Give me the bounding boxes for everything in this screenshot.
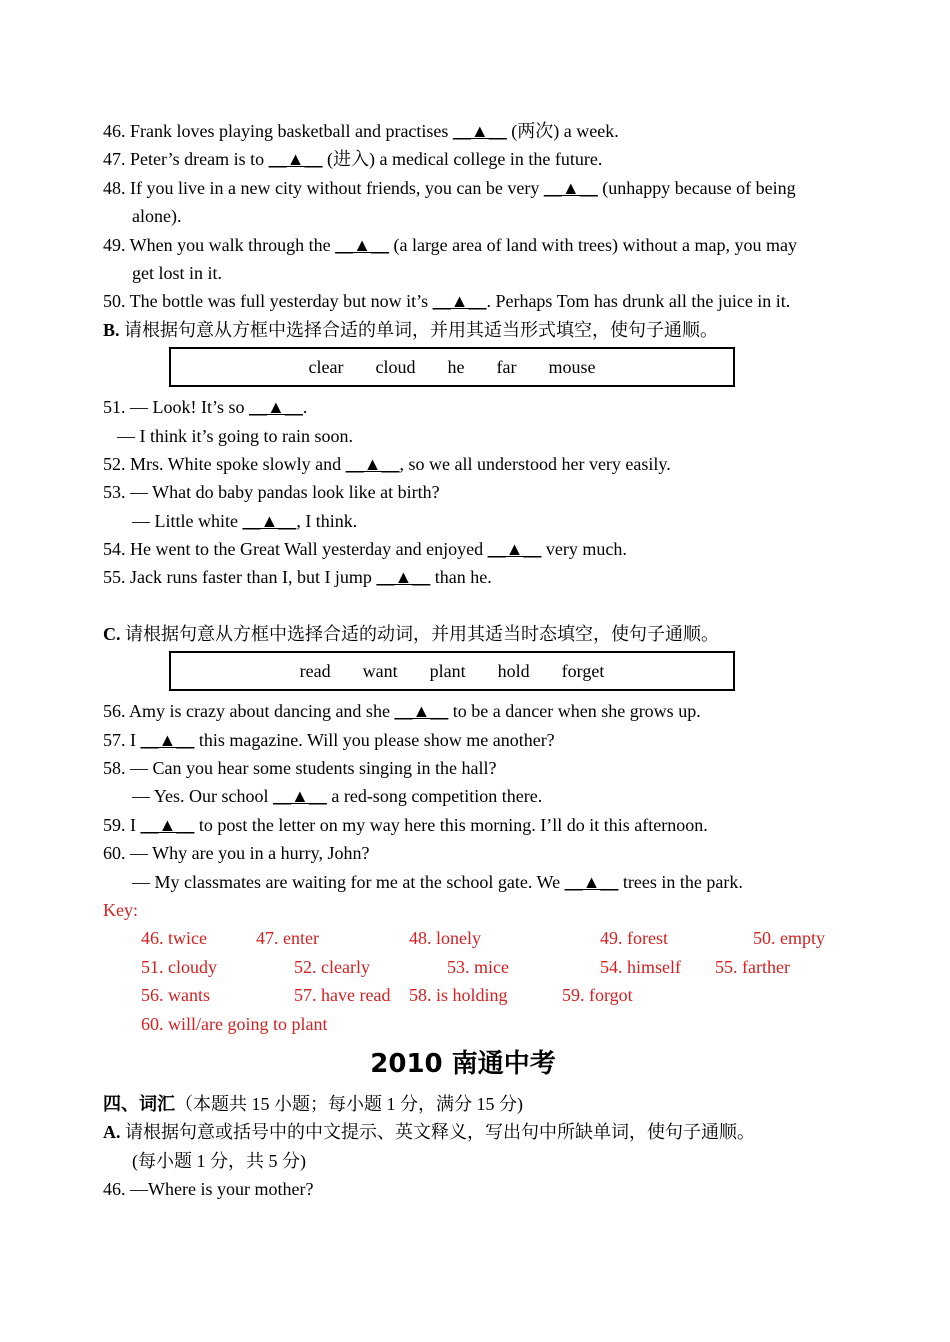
question-49: 49. When you walk through the __▲__ (a large area of land with trees) without a map, you may: [103, 234, 797, 255]
answer-blank: __▲__: [242, 510, 297, 531]
answer-key-item: 50. empty: [753, 928, 825, 949]
section-a-scoring: (每小题 1 分，共 5 分): [132, 1150, 306, 1171]
word-box-item: hold: [497, 660, 530, 681]
word-box-item: plant: [429, 660, 466, 681]
section-a-instruction: A. 请根据句意或括号中的中文提示、英文释义，写出句中所缺单词，使句子通顺。: [103, 1122, 755, 1143]
answer-key-item: 52. clearly: [294, 956, 370, 977]
word-box-item: far: [496, 356, 517, 377]
answer-blank: __▲__: [376, 567, 431, 588]
word-box-item: clear: [308, 356, 344, 377]
answer-blank: __▲__: [394, 701, 449, 722]
answer-blank: __▲__: [432, 291, 487, 312]
answer-key-item: 58. is holding: [409, 985, 508, 1006]
question-46-new: 46. —Where is your mother?: [103, 1179, 314, 1200]
answer-blank: __▲__: [249, 397, 303, 418]
question-47: 47. Peter’s dream is to __▲__ (进入) a medical college in the future.: [103, 149, 603, 170]
word-box-item: he: [447, 356, 465, 377]
answer-key-item: 54. himself: [600, 956, 681, 977]
word-box-c: [169, 651, 735, 691]
answer-key-row: [103, 953, 863, 981]
answer-blank: __▲__: [273, 786, 327, 807]
question-58: 58. — Can you hear some students singing in the hall?: [103, 758, 497, 779]
question-56: 56. Amy is crazy about dancing and she __▲__ to be a dancer when she grows up.: [103, 701, 701, 722]
question-49-continued: get lost in it.: [132, 262, 222, 283]
question-51: 51. — Look! It’s so __▲__.: [103, 397, 308, 418]
word-box-item: read: [299, 660, 331, 681]
answer-key-item: 48. lonely: [409, 928, 481, 949]
answer-key-label: Key:: [103, 899, 138, 920]
question-55: 55. Jack runs faster than I, but I jump __▲__ than he.: [103, 567, 492, 588]
question-48: 48. If you live in a new city without friends, you can be very __▲__ (unhappy because of being: [103, 177, 796, 198]
question-51-reply: — I think it’s going to rain soon.: [117, 425, 353, 446]
part-four-title: 四、词汇（本题共 15 小题；每小题 1 分，满分 15 分): [103, 1093, 523, 1114]
section-c-instruction: C. 请根据句意从方框中选择合适的动词，并用其适当时态填空，使句子通顺。: [103, 623, 719, 644]
answer-blank: __▲__: [140, 814, 195, 835]
question-46: 46. Frank loves playing basketball and practises __▲__ (两次) a week.: [103, 121, 619, 141]
question-58-reply: — Yes. Our school __▲__ a red-song competition there.: [132, 786, 543, 807]
answer-key-item: 47. enter: [256, 928, 319, 949]
answer-blank: __▲__: [345, 453, 400, 474]
answer-key-item: 55. farther: [715, 956, 790, 977]
answer-blank: __▲__: [543, 177, 598, 198]
answer-key-item: 59. forgot: [562, 985, 633, 1006]
word-box-item: want: [362, 660, 398, 681]
answer-key-row: [103, 924, 863, 952]
answer-key-item: 56. wants: [141, 985, 210, 1006]
answer-blank: __▲__: [452, 121, 507, 141]
answer-blank: __▲__: [268, 149, 323, 170]
spacer: [103, 592, 863, 620]
answer-key-item: 53. mice: [447, 956, 509, 977]
answer-key-row: [103, 981, 863, 1009]
section-b-instruction: B. 请根据句意从方框中选择合适的单词，并用其适当形式填空，使句子通顺。: [103, 319, 719, 340]
answer-blank: __▲__: [140, 729, 195, 750]
word-box-item: cloud: [375, 356, 416, 377]
answer-key-item: 57. have read: [294, 985, 391, 1006]
answer-blank: __▲__: [335, 234, 389, 255]
exam-page: [103, 117, 863, 1204]
question-54: 54. He went to the Great Wall yesterday and enjoyed __▲__ very much.: [103, 539, 627, 560]
question-48-continued: alone).: [132, 206, 182, 227]
answer-blank: __▲__: [487, 539, 542, 560]
word-box-item: forget: [561, 660, 605, 681]
question-60-reply: — My classmates are waiting for me at the school gate. We __▲__ trees in the park.: [132, 871, 743, 892]
word-box-item: mouse: [548, 356, 596, 377]
question-53: 53. — What do baby pandas look like at birth?: [103, 482, 440, 503]
answer-blank: __▲__: [564, 871, 619, 892]
answer-key-row: [103, 1010, 863, 1038]
answer-key-item: 51. cloudy: [141, 956, 217, 977]
question-59: 59. I __▲__ to post the letter on my way here this morning. I’ll do it this afternoon.: [103, 814, 708, 835]
answer-key-item: 46. twice: [141, 928, 207, 949]
question-60: 60. — Why are you in a hurry, John?: [103, 843, 370, 864]
question-57: 57. I __▲__ this magazine. Will you please show me another?: [103, 729, 555, 750]
section-heading: 2010 南通中考: [370, 1048, 556, 1079]
word-box-b: [169, 347, 735, 387]
answer-key-item: 60. will/are going to plant: [141, 1013, 328, 1034]
question-52: 52. Mrs. White spoke slowly and __▲__, so we all understood her very easily.: [103, 453, 671, 474]
question-53-reply: — Little white __▲__, I think.: [132, 510, 358, 531]
question-50: 50. The bottle was full yesterday but now it’s __▲__. Perhaps Tom has drunk all the juice in it.: [103, 291, 791, 312]
answer-key-item: 49. forest: [600, 928, 668, 949]
